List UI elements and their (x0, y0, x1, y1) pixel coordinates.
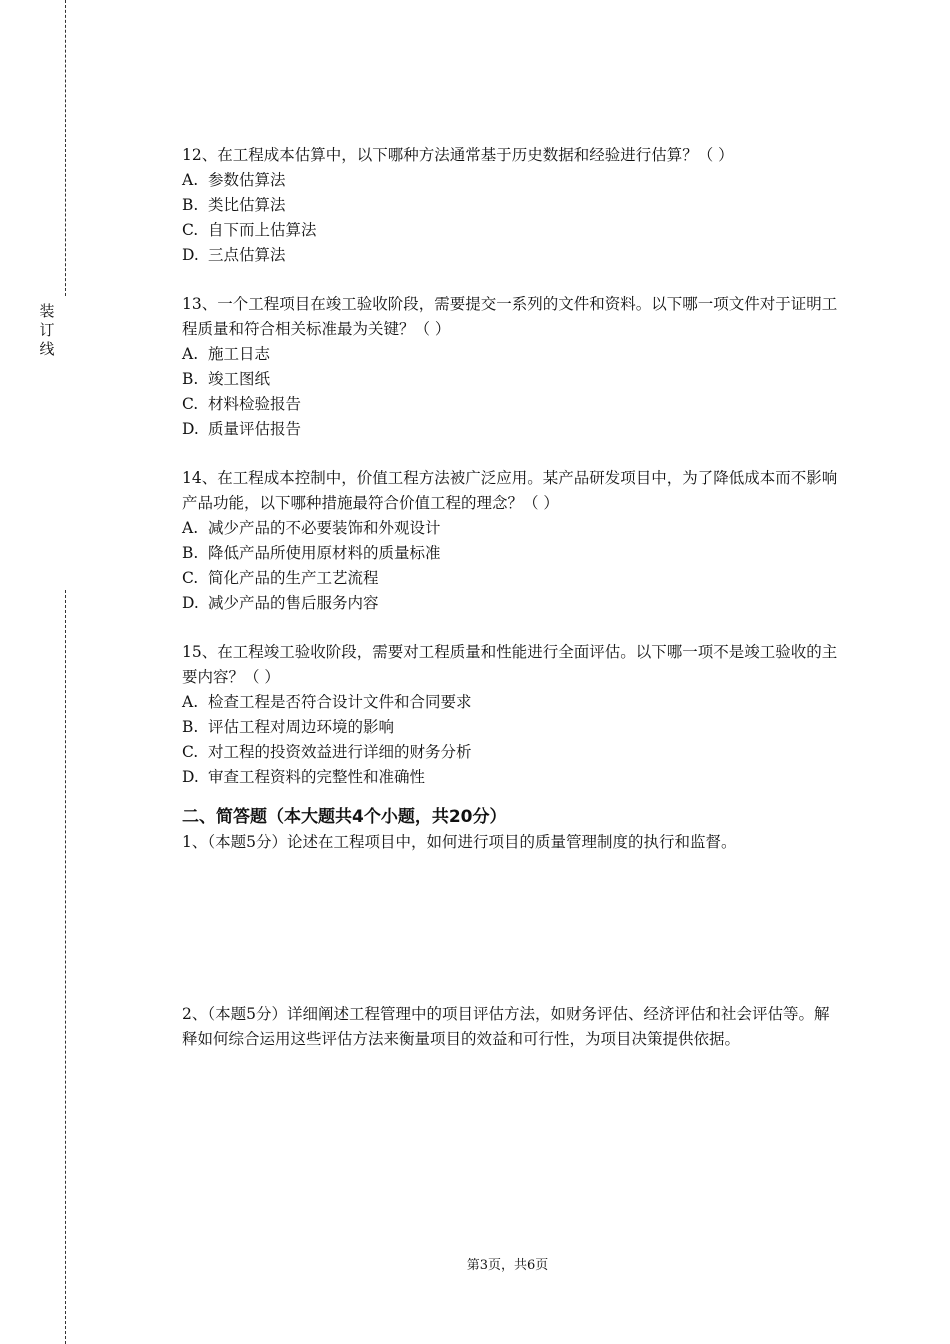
option-text: 类比估算法 (208, 196, 286, 214)
option-text: 材料检验报告 (208, 395, 302, 413)
option-letter: A. (182, 345, 199, 363)
option-letter: A. (182, 693, 199, 711)
option-letter: D. (182, 768, 199, 786)
question-15 (182, 640, 842, 790)
short-answer-question: 2、（本题5分）详细阐述工程管理中的项目评估方法，如财务评估、经济评估和社会评估等。解释如何综合运用这些评估方法来衡量项目的效益和可行性，为项目决策提供依据。 (182, 1005, 830, 1048)
question-stem: 12、在工程成本估算中，以下哪种方法通常基于历史数据和经验进行估算？（ ） (182, 146, 734, 164)
question-stem: 13、一个工程项目在竣工验收阶段，需要提交一系列的文件和资料。以下哪一项文件对于证明工程质量和符合相关标准最为关键？（ ） (182, 295, 838, 338)
option-letter: C. (182, 395, 199, 413)
option-text: 简化产品的生产工艺流程 (208, 569, 379, 587)
option-text: 评估工程对周边环境的影响 (208, 718, 395, 736)
question-option (182, 516, 842, 541)
option-text: 参数估算法 (208, 171, 286, 189)
binding-char: 装 (39, 302, 55, 320)
binding-char: 线 (39, 340, 55, 358)
option-text: 对工程的投资效益进行详细的财务分析 (208, 743, 472, 761)
option-text: 施工日志 (208, 345, 271, 363)
question-option (182, 591, 842, 616)
option-letter: D. (182, 420, 199, 438)
option-text: 自下而上估算法 (208, 221, 317, 239)
option-letter: B. (182, 370, 199, 388)
page-number-footer: 第3页，共6页 (466, 1258, 549, 1273)
question-option (182, 740, 842, 765)
option-letter: B. (182, 196, 199, 214)
option-text: 竣工图纸 (208, 370, 271, 388)
question-option (182, 541, 842, 566)
question-stem: 14、在工程成本控制中，价值工程方法被广泛应用。某产品研发项目中，为了降低成本而不影响产品功能，以下哪种措施最符合价值工程的理念？（ ） (182, 469, 838, 512)
binding-dashed-line-top (65, 0, 66, 296)
question-option (182, 218, 842, 243)
option-text: 降低产品所使用原材料的质量标准 (208, 544, 441, 562)
binding-line-label (37, 302, 57, 359)
question-option (182, 417, 842, 442)
question-option (182, 765, 842, 790)
short-answer-question: 1、（本题5分）论述在工程项目中，如何进行项目的质量管理制度的执行和监督。 (182, 833, 737, 851)
question-option (182, 193, 842, 218)
option-letter: A. (182, 519, 199, 537)
option-text: 质量评估报告 (208, 420, 302, 438)
question-option (182, 168, 842, 193)
question-option (182, 566, 842, 591)
question-14 (182, 466, 842, 616)
question-option (182, 342, 842, 367)
question-stem: 15、在工程竣工验收阶段，需要对工程质量和性能进行全面评估。以下哪一项不是竣工验收的主要内容？（ ） (182, 643, 838, 686)
option-letter: A. (182, 171, 199, 189)
option-letter: C. (182, 569, 199, 587)
option-text: 减少产品的不必要装饰和外观设计 (208, 519, 441, 537)
question-option (182, 243, 842, 268)
option-text: 三点估算法 (208, 246, 286, 264)
question-option (182, 715, 842, 740)
question-12 (182, 143, 842, 268)
option-letter: B. (182, 544, 199, 562)
option-text: 检查工程是否符合设计文件和合同要求 (208, 693, 472, 711)
option-text: 减少产品的售后服务内容 (208, 594, 379, 612)
question-option (182, 392, 842, 417)
question-13 (182, 292, 842, 442)
option-letter: B. (182, 718, 199, 736)
option-letter: C. (182, 743, 199, 761)
option-letter: C. (182, 221, 199, 239)
option-letter: D. (182, 246, 199, 264)
question-option (182, 690, 842, 715)
option-text: 审查工程资料的完整性和准确性 (208, 768, 426, 786)
section-heading-short-answer: 二、简答题（本大题共4个小题，共20分） (182, 807, 507, 827)
binding-char: 订 (39, 321, 55, 339)
binding-dashed-line-bottom (65, 590, 66, 1344)
exam-content (182, 143, 842, 1052)
question-option (182, 367, 842, 392)
option-letter: D. (182, 594, 199, 612)
